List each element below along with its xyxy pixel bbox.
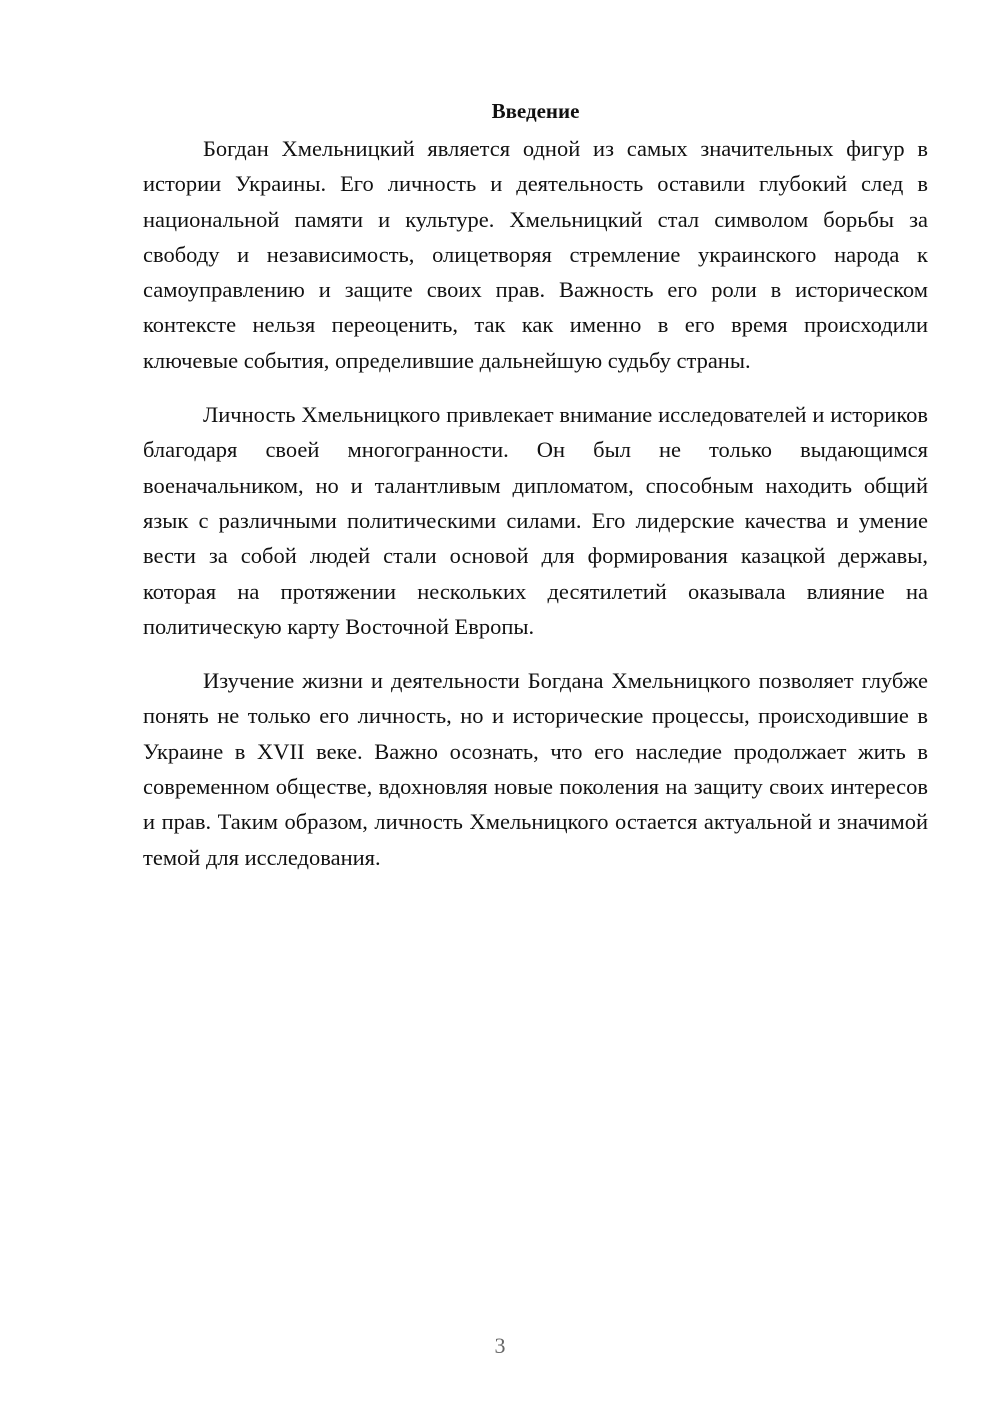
paragraph-3: Изучение жизни и деятельности Богдана Хмельницкого позволяет глубже понять не только его личность, но и исторические процессы, происходившие в Украине в XVII веке. Важно осознать, что его наследие продолжает жить в современном обществе, вдохновляя новые поколения на защиту своих интересов и прав. Таким образом, личность Хмельницкого остается актуальной и значимой темой для исследования. <box>143 668 928 870</box>
paragraph-1: Богдан Хмельницкий является одной из самых значительных фигур в истории Украины. Его личность и деятельность оставили глубокий след в национальной памяти и культуре. Хмельницкий стал символом борьбы за свободу и независимость, олицетворяя стремление украинского народа к самоуправлению и защите своих прав. Важность его роли в историческом контексте нельзя переоценить, так как именно в его время происходили ключевые события, определившие дальнейшую судьбу страны. <box>143 136 928 373</box>
paragraph-2: Личность Хмельницкого привлекает внимание исследователей и историков благодаря своей многогранности. Он был не только выдающимся военачальником, но и талантливым дипломатом, способным находить общий язык с различными политическими силами. Его лидерские качества и умение вести за собой людей стали основой для формирования казацкой державы, которая на протяжении нескольких десятилетий оказывала влияние на политическую карту Восточной Европы. <box>143 402 928 639</box>
section-heading: Введение <box>491 99 580 123</box>
page-content <box>143 96 928 894</box>
page-number: 3 <box>494 1333 506 1358</box>
